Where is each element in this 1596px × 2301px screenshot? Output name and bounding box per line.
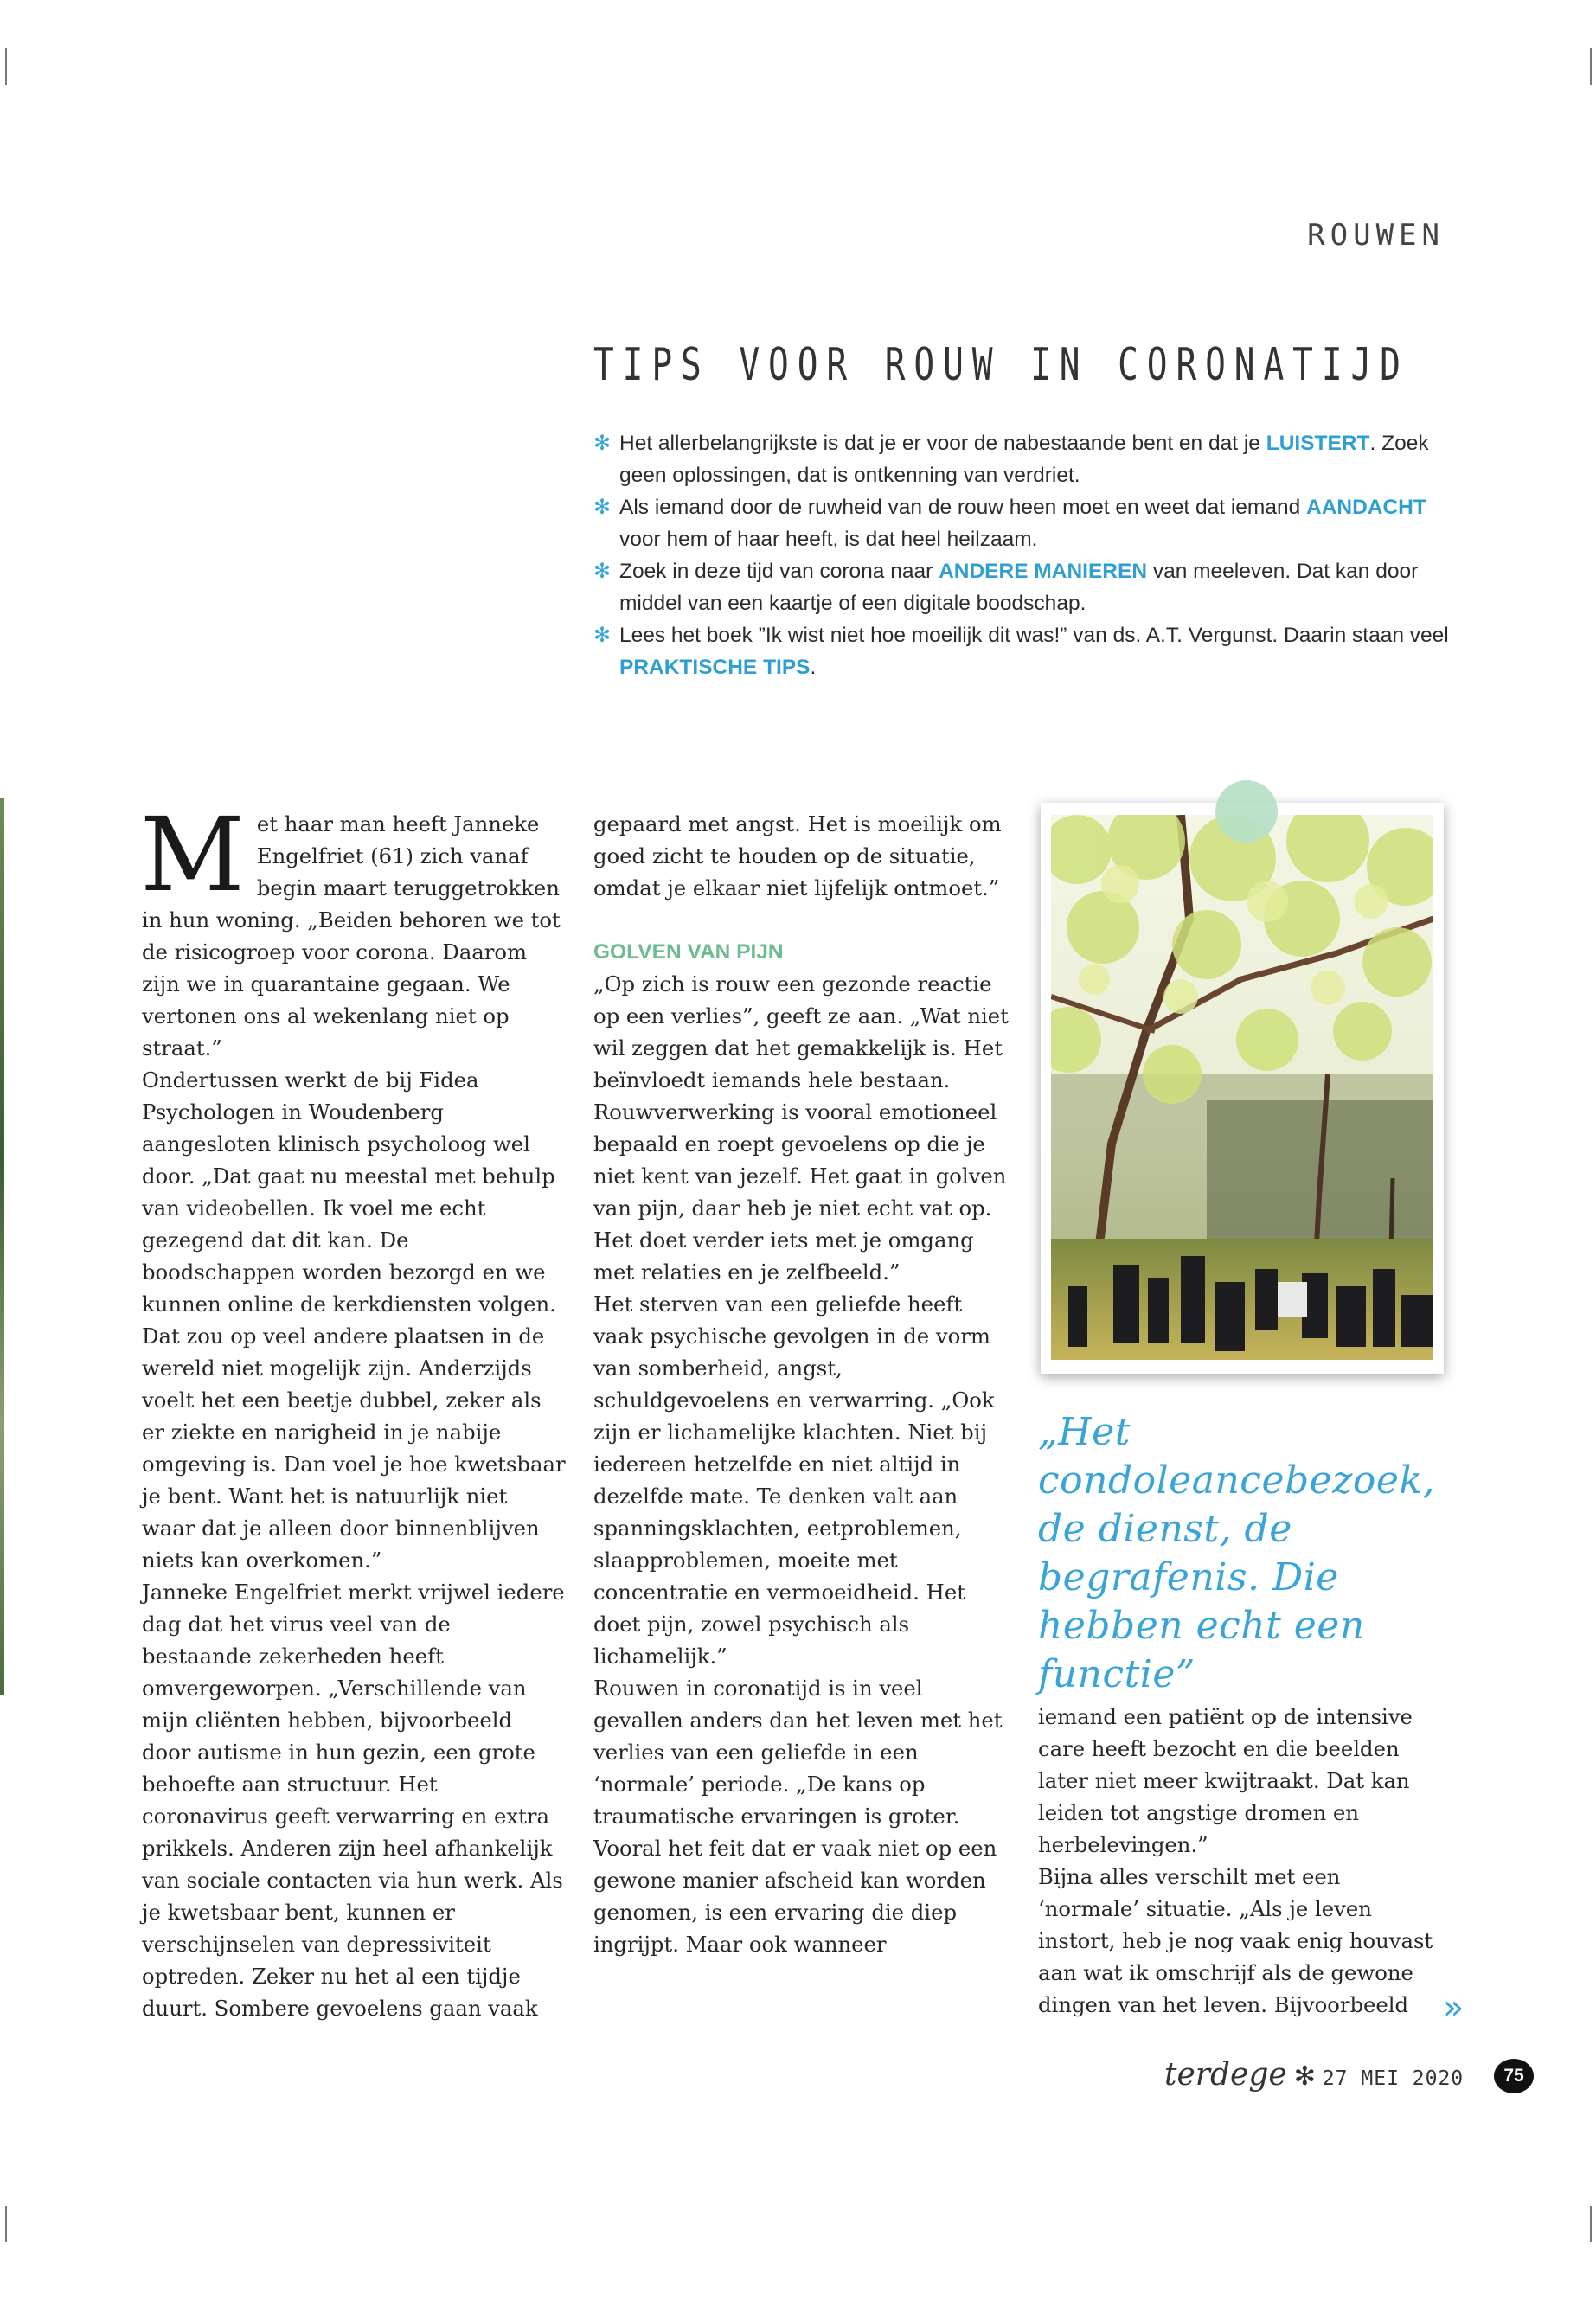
tip-item [593, 427, 1458, 491]
article-paragraph: Met haar man heeft Janneke Engelfriet (61) zich vanaf begin maart teruggetrokken in hun woning. „Beiden behoren we tot de risicogroep voor corona. Daarom zijn we in quarantaine gegaan. We vertonen ons al wekenlang niet op straat.” [140, 795, 561, 1061]
tip-highlight: LUISTERT [1266, 432, 1370, 455]
crop-mark [5, 2206, 7, 2242]
asterisk-icon: ✻ [593, 432, 612, 455]
tip-highlight: AANDACHT [1306, 496, 1426, 519]
article-paragraph: Janneke Engelfriet merkt vrijwel iedere dag dat het virus veel van de bestaande zekerheden heeft omvergeworpen. „Verschillende van mijn cliënten hebben, bijvoorbeeld door autisme in hun gezin, een grote behoefte aan structuur. Het coronavirus geeft verwarring en extra prikkels. Anderen zijn heel afhankelijk van sociale contacten via hun werk. Als je kwetsbaar bent, kunnen er verschijnselen van depressiviteit optreden. Zeker nu het al een tijdje duurt. Sombere gevoelens gaan vaak [142, 1580, 565, 2021]
cemetery-photo [1051, 815, 1433, 1360]
crop-mark [5, 48, 7, 85]
article-paragraph: Bijna alles verschilt met een ‘normale’ situatie. „Als je leven instort, heb je nog vaak enig houvast aan wat ik omschrijf als de gewone dingen van het leven. Bijvoorbeeld [1038, 1864, 1433, 2017]
article-paragraph: gepaard met angst. Het is moeilijk om goed zicht te houden op de situatie, omdat je elkaar niet lijfelijk ontmoet.” [593, 811, 1002, 901]
tip-text: Lees het boek ”Ik wist niet hoe moeilijk dit was!” van ds. A.T. Vergunst. Daarin staan veel [619, 624, 1449, 647]
tip-highlight: ANDERE MANIEREN [939, 560, 1148, 583]
asterisk-icon: ✻ [593, 624, 612, 647]
crop-mark [1590, 48, 1592, 85]
tips-list [593, 427, 1458, 683]
asterisk-icon: ✻ [593, 560, 612, 583]
page-number: 75 [1494, 2059, 1534, 2093]
continue-arrow-icon: » [1443, 1988, 1465, 2028]
tip-text: Als iemand door de ruwheid van de rouw heen moet en weet dat iemand [619, 496, 1307, 519]
asterisk-icon: ✻ [593, 496, 612, 519]
tip-highlight: PRAKTISCHE TIPS [619, 656, 811, 679]
facing-page-edge [0, 798, 4, 1695]
tip-item [593, 619, 1458, 683]
dropcap: M [140, 795, 245, 914]
tip-item [593, 491, 1458, 555]
tip-text: . Zoek geen oplossingen, dat is ontkenning van verdriet. [619, 432, 1429, 487]
magazine-brand: terdege [1164, 2057, 1287, 2093]
section-label: ROUWEN [1307, 218, 1445, 253]
article-column-3 [1038, 1701, 1436, 2021]
tips-title: TIPS VOOR ROUW IN CORONATIJD [593, 339, 1409, 391]
article-paragraph: Ondertussen werkt de bij Fidea Psychologen in Woudenberg aangesloten klinisch psycholoog wel door. „Dat gaat nu meestal met behulp van videobellen. Ik voel me echt gezegend dat dit kan. De boodschappen worden bezorgd en we kunnen online de kerkdiensten volgen. Dat zou op veel andere plaatsen in de wereld niet mogelijk zijn. Anderzijds voelt het een beetje dubbel, zeker als er ziekte en narigheid in je nabije omgeving is. Dan voel je hoe kwetsbaar je bent. Want het is natuurlijk niet waar dat je alleen door binnenblijven niets kan overkomen.” [142, 1067, 566, 1573]
star-icon: ✻ [1293, 2061, 1316, 2092]
tip-text: . [810, 656, 817, 679]
article-column-1 [140, 795, 566, 2024]
article-paragraph: Het sterven van een geliefde heeft vaak psychische gevolgen in de vorm van somberheid, angst, schuldgevoelens en verwarring. „Ook zijn er lichamelijke klachten. Niet bij iedereen hetzelfde en niet altijd in dezelfde mate. Te denken valt aan spanningsklachten, eetproblemen, slaapproblemen, moeite met concentratie en vermoeidheid. Het doet pijn, zowel psychisch als lichamelijk.” [593, 1292, 995, 1669]
article-column-2 [593, 808, 1017, 1960]
article-paragraph: iemand een patiënt op de intensive care heeft bezocht en die beelden later niet meer kwijtraakt. Dat kan leiden tot angstige dromen en herbelevingen.” [1038, 1704, 1413, 1857]
tape-circle [1215, 780, 1278, 843]
tip-text: Het allerbelangrijkste is dat je er voor de nabestaande bent en dat je [619, 432, 1266, 455]
photo-frame [1041, 803, 1444, 1374]
tip-item [593, 555, 1458, 619]
issue-date: 27 MEI 2020 [1322, 2067, 1465, 2090]
page-footer [1164, 2057, 1465, 2093]
crop-mark [1590, 2206, 1592, 2242]
article-paragraph: Rouwen in coronatijd is in veel gevallen anders dan het leven met het verlies van een geliefde in een ‘normale’ periode. „De kans op traumatische ervaringen is groter. Vooral het feit dat er vaak niet op een gewone manier afscheid kan worden genomen, is een ervaring die diep ingrijpt. Maar ook wanneer [593, 1676, 1003, 1957]
tip-text: van meeleven. Dat kan door middel van een kaartje of een digitale boodschap. [619, 560, 1419, 615]
tip-text: voor hem of haar heeft, is dat heel heilzaam. [619, 528, 1038, 551]
tip-text: Zoek in deze tijd van corona naar [619, 560, 939, 583]
pull-quote: „Het condoleancebezoek, de dienst, de begrafenis. Die hebben echt een functie” [1038, 1410, 1436, 1696]
article-paragraph: „Op zich is rouw een gezonde reactie op een verlies”, geeft ze aan. „Wat niet wil zeggen dat het gemakkelijk is. Het beïnvloedt iemands hele bestaan. Rouwverwerking is vooral emotioneel bepaald en roept gevoelens op die je niet kent van jezelf. Het gaat in golven van pijn, daar heb je niet echt vat op. Het doet verder iets met je omgang met relaties en je zelfbeeld.” [593, 971, 1009, 1285]
subheading: GOLVEN VAN PIJN [593, 940, 784, 964]
